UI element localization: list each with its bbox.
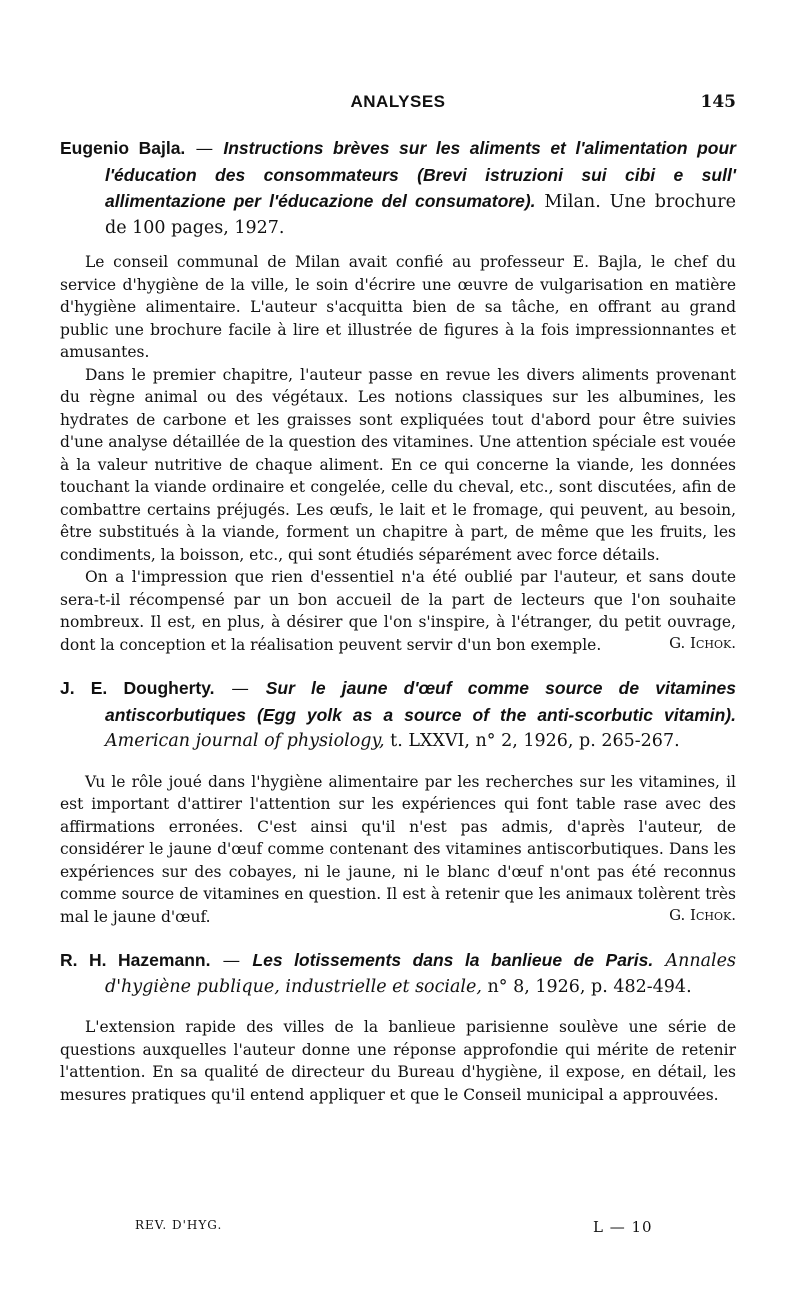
entry-dash: —: [214, 679, 266, 699]
entry-heading: [60, 676, 736, 755]
entry-author: J. E. Dougherty.: [60, 678, 215, 698]
entry-title: Les lotissements dans la banlieue de Paris.: [252, 950, 654, 970]
page: [60, 92, 736, 1236]
body-paragraph: Dans le premier chapitre, l'auteur passe en revue les divers aliments provenant du règne animal ou des végétaux. Les notions classiques sur les albumines, les hydrates de carbone et les graisses sont expliquées tout d'abord pour être suivies d'une analyse détaillée de la question des vitamines. Une attention spéciale est vouée à la valeur nutritive de chaque aliment. En ce qui concerne la viande, les données touchant la viande ordinaire et congelée, celle du cheval, etc., sont discutées, afin de combattre certains préjugés. Les œufs, le lait et le fromage, qui peuvent, au besoin, être substitués à la viande, forment un chapitre à part, de même que les fruits, les condiments, la boisson, etc., qui sont étudiés séparément avec force détails.: [60, 365, 736, 564]
entry-heading: [60, 948, 736, 1000]
signature-mark-right: L — 10: [593, 1218, 653, 1236]
entry-body: [60, 771, 736, 925]
review-entry-dougherty: [60, 676, 736, 924]
entry-author: R. H. Hazemann.: [60, 950, 211, 970]
entry-heading: [60, 136, 736, 241]
body-paragraph: On a l'impression que rien d'essentiel n'a été oublié par l'auteur, et sans doute sera-t-il récompensé par un bon accueil de la part de lecteurs que l'on souhaite nombreux. Il est, en plus, à désirer que l'on s'inspire, à l'étranger, du petit ouvrage, dont la conception et la réalisation peuvent servir d'un bon exemple.: [60, 568, 736, 654]
entry-citation: Milan. Une brochure de 100 pages, 1927.: [105, 192, 736, 238]
entry-body: [60, 1016, 736, 1106]
reviewer-signature: G. Ichok.: [669, 634, 736, 652]
page-footer: [60, 1218, 736, 1242]
entry-dash: —: [210, 951, 253, 971]
entry-title: Sur le jaune d'œuf comme source de vitamines antiscorbutiques (Egg yolk as a source of the anti-scorbutic vitamin).: [105, 678, 736, 725]
page-number: 145: [700, 92, 736, 112]
review-entry-hazemann: [60, 948, 736, 1106]
entry-body: [60, 251, 736, 652]
entry-journal: American journal of physiology,: [105, 731, 385, 751]
page-header: [60, 92, 736, 122]
reviewer-signature: G. Ichok.: [669, 906, 736, 924]
entry-citation: n° 8, 1926, p. 482-494.: [481, 976, 692, 997]
body-paragraph: Vu le rôle joué dans l'hygiène alimentaire par les recherches sur les vitamines, il est important d'attirer l'attention sur les expériences qui font table rase avec des affirmations erronées. C'est ainsi qu'il n'est pas admis, d'après l'auteur, de considérer le jaune d'œuf comme contenant des vitamines antiscorbutiques. Dans les expériences sur des cobayes, ni le jaune, ni le blanc d'œuf n'ont pas été reconnus comme source de vitamines en question. Il est à retenir que les animaux tolèrent très mal le jaune d'œuf.: [60, 772, 736, 926]
running-title: ANALYSES: [350, 92, 446, 111]
entry-title: Instructions brèves sur les aliments et l'alimentation pour l'éducation des consommateurs (Brevi istruzioni sui cibi e sull' allimentazione per l'éducazione del consumatore).: [105, 138, 736, 211]
entry-citation: t. LXXVI, n° 2, 1926, p. 265-267.: [384, 731, 680, 751]
review-entry-bajla: [60, 136, 736, 652]
entry-journal: Annales d'hygiène publique, industrielle et sociale,: [105, 951, 736, 997]
entry-dash: —: [185, 139, 224, 159]
entry-author: Eugenio Bajla.: [60, 138, 186, 158]
body-paragraph: Le conseil communal de Milan avait confié au professeur E. Bajla, le chef du service d'hygiène de la ville, le soin d'écrire une œuvre de vulgarisation en matière d'hygiène alimentaire. L'auteur s'acquitta bien de sa tâche, en offrant au grand public une brochure facile à lire et illustrée de figures à la fois impressionnantes et amusantes.: [60, 253, 736, 361]
body-paragraph: L'extension rapide des villes de la banlieue parisienne soulève une série de questions auxquelles l'auteur donne une réponse approfondie qui mérite de retenir l'attention. En sa qualité de directeur du Bureau d'hygiène, il expose, en détail, les mesures pratiques qu'il entend appliquer et que le Conseil municipal a approuvées.: [60, 1018, 736, 1104]
signature-mark-left: REV. D'HYG.: [135, 1218, 223, 1232]
